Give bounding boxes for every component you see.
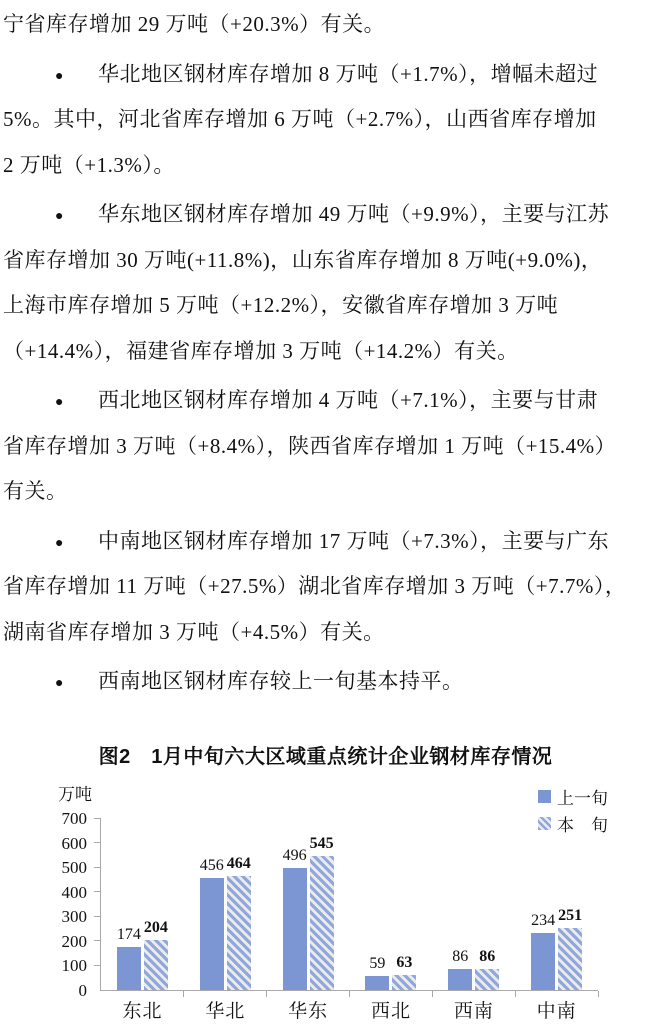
text-line-content: 西南地区钢材库存较上一旬基本持平。 bbox=[98, 669, 464, 693]
text-line bbox=[0, 143, 651, 189]
text-line bbox=[0, 610, 651, 656]
text-line bbox=[0, 424, 651, 470]
bar-value-label: 545 bbox=[309, 835, 334, 853]
text-line bbox=[0, 469, 651, 515]
bar-value-label: 496 bbox=[282, 847, 307, 865]
y-tick-label: 700 bbox=[61, 809, 87, 828]
paragraph bbox=[0, 378, 651, 515]
bar-hatched-东北 bbox=[144, 940, 168, 990]
category-label: 西北 bbox=[370, 1001, 411, 1022]
text-line-content: 华东地区钢材库存增加 49 万吨（+9.9%），主要与江苏 bbox=[98, 202, 610, 226]
bar-solid-中南 bbox=[531, 933, 555, 990]
y-tick-label: 500 bbox=[61, 858, 87, 878]
bar-value-label: 86 bbox=[452, 947, 469, 965]
bar-value-label: 174 bbox=[116, 926, 141, 944]
bullet-icon: ● bbox=[55, 535, 64, 551]
text-line-content: 宁省库存增加 29 万吨（+20.3%）有关。 bbox=[3, 12, 386, 36]
text-line-content: 省库存增加 30 万吨(+11.8%)，山东省库存增加 8 万吨(+9.0%)， bbox=[3, 247, 603, 272]
bar-solid-华北 bbox=[200, 878, 224, 990]
chart-legend bbox=[538, 783, 608, 837]
y-tick-mark bbox=[94, 940, 100, 941]
bullet-icon: ● bbox=[55, 395, 64, 410]
bar-value-label: 234 bbox=[531, 911, 556, 929]
text-line bbox=[0, 97, 651, 143]
bar-hatched-西北 bbox=[392, 975, 416, 990]
text-line-content: 湖南省库存增加 3 万吨（+4.5%）有关。 bbox=[3, 619, 385, 644]
legend-swatch-hatched-icon bbox=[538, 817, 551, 830]
bar-value-label: 59 bbox=[369, 954, 386, 972]
y-tick-label: 0 bbox=[78, 981, 87, 1000]
category-label: 西南 bbox=[453, 1001, 494, 1022]
bar-hatched-中南 bbox=[558, 928, 582, 990]
bar-value-label: 86 bbox=[479, 947, 496, 965]
text-line bbox=[0, 519, 651, 565]
bar-value-label: 63 bbox=[396, 953, 413, 971]
bullet-icon: ● bbox=[55, 209, 64, 224]
legend-swatch-solid-icon bbox=[538, 790, 551, 803]
text-line-content: （+14.4%），福建省库存增加 3 万吨（+14.2%）有关。 bbox=[3, 338, 519, 363]
text-line bbox=[0, 238, 651, 284]
category-label: 中南 bbox=[536, 1001, 577, 1022]
text-line-content: 华北地区钢材库存增加 8 万吨（+1.7%），增幅未超过 bbox=[98, 61, 599, 86]
body-text bbox=[0, 2, 651, 709]
bar-hatched-西南 bbox=[475, 969, 499, 990]
category-label: 东北 bbox=[122, 1001, 163, 1022]
text-line-content: 上海市库存增加 5 万吨（+12.2%），安徽省库存增加 3 万吨 bbox=[3, 293, 559, 317]
y-tick-mark bbox=[94, 916, 100, 917]
legend-label: 本 旬 bbox=[557, 816, 608, 835]
bar-value-label: 456 bbox=[199, 856, 224, 874]
text-line-content: 2 万吨（+1.3%）。 bbox=[3, 152, 175, 177]
text-line-content: 省库存增加 11 万吨（+27.5%）湖北省库存增加 3 万吨（+7.7%）， bbox=[3, 574, 627, 598]
y-tick-label: 300 bbox=[61, 907, 87, 927]
text-line-content: 5%。其中，河北省库存增加 6 万吨（+2.7%），山西省库存增加 bbox=[3, 107, 597, 131]
y-tick-mark bbox=[94, 842, 100, 843]
y-axis-unit-label: 万吨 bbox=[58, 785, 92, 804]
figure-title: 图2 1月中旬六大区域重点统计企业钢材库存情况 bbox=[98, 746, 553, 768]
bar-solid-西北 bbox=[365, 976, 389, 990]
text-line bbox=[0, 283, 651, 329]
category-label: 华北 bbox=[205, 1001, 246, 1022]
bar-solid-东北 bbox=[117, 947, 141, 990]
y-tick-mark bbox=[94, 867, 100, 868]
bullet-icon: ● bbox=[55, 676, 64, 691]
y-tick-label: 400 bbox=[61, 882, 87, 902]
text-line bbox=[0, 329, 651, 375]
category-label: 华东 bbox=[288, 1001, 329, 1022]
text-line-content: 西北地区钢材库存增加 4 万吨（+7.1%），主要与甘肃 bbox=[98, 388, 599, 412]
y-tick-mark bbox=[94, 965, 100, 966]
bar-hatched-华东 bbox=[310, 856, 334, 990]
y-tick-mark bbox=[94, 818, 100, 819]
bar-hatched-华北 bbox=[227, 876, 251, 990]
text-line-content: 省库存增加 3 万吨（+8.4%），陕西省库存增加 1 万吨（+15.4%） bbox=[3, 433, 617, 458]
legend-item-previous-period bbox=[538, 783, 608, 810]
text-line-content: 中南地区钢材库存增加 17 万吨（+7.3%），主要与广东 bbox=[98, 528, 610, 553]
y-tick-label: 200 bbox=[61, 931, 87, 951]
legend-item-current-period bbox=[538, 810, 608, 837]
legend-label: 上一旬 bbox=[557, 789, 608, 808]
bar-value-label: 251 bbox=[558, 907, 583, 925]
text-line bbox=[0, 52, 651, 98]
y-tick-label: 600 bbox=[61, 833, 87, 853]
bar-solid-西南 bbox=[448, 969, 472, 990]
text-line bbox=[0, 564, 651, 610]
paragraph bbox=[0, 192, 651, 374]
bar-value-label: 464 bbox=[226, 854, 251, 872]
bullet-icon: ● bbox=[55, 68, 64, 84]
plot-area bbox=[61, 809, 598, 1022]
y-tick-label: 100 bbox=[61, 956, 87, 976]
paragraph bbox=[0, 2, 651, 48]
bar-solid-华东 bbox=[283, 868, 307, 990]
text-line bbox=[0, 659, 651, 705]
text-line-content: 有关。 bbox=[3, 479, 68, 503]
y-tick-mark bbox=[94, 891, 100, 892]
paragraph bbox=[0, 519, 651, 656]
text-line bbox=[0, 192, 651, 238]
inventory-bar-chart bbox=[0, 775, 651, 1031]
text-line bbox=[0, 378, 651, 424]
paragraph bbox=[0, 659, 651, 705]
bar-value-label: 204 bbox=[143, 918, 168, 936]
paragraph bbox=[0, 52, 651, 189]
text-line bbox=[0, 2, 651, 48]
